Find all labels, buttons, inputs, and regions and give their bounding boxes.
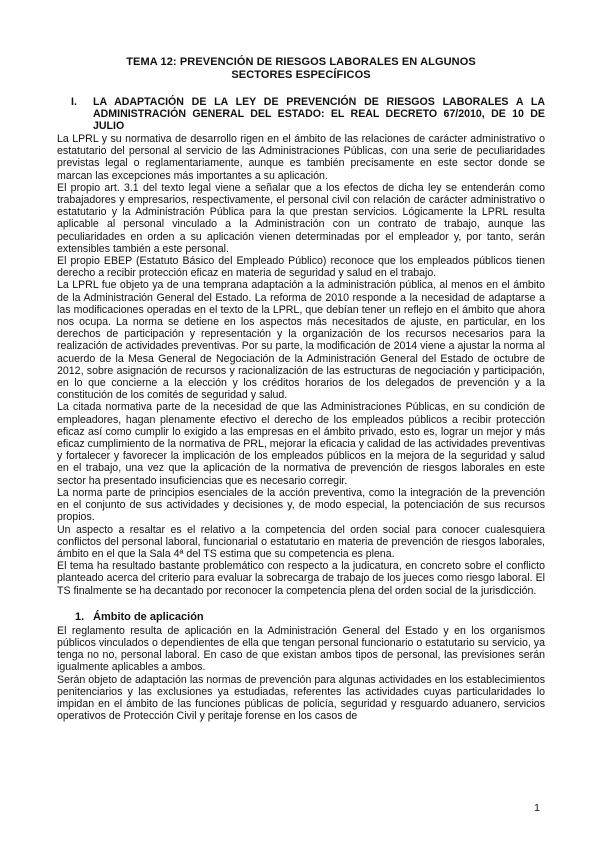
page-number: 1 bbox=[534, 802, 540, 814]
paragraph: El propio art. 3.1 del texto legal viene a señalar que a los efectos de dicha ley se entenderán como trabajadores y empresarios, respectivamente, el personal civil con relación de carácter administrativo o estatutario y la Administración Pública para la que prestan servicios. Lógicamente la LPRL resulta aplicable al personal vinculado a la Administración con un contrato de trabajo, aunque las peculiaridades en orden a su aplicación vienen determinadas por el empleador y, por tanto, serán extensibles también a este personal. bbox=[57, 181, 545, 255]
paragraph: La LPRL fue objeto ya de una temprana adaptación a la administración pública, al menos en el ámbito de la Administración General del Estado. La reforma de 2010 responde a la necesidad de adaptarse a las modificaciones operadas en el texto de la LPRL, que debían tener un reflejo en el ámbito que ahora nos ocupa. La norma se detiene en los aspectos más necesitados de ajuste, en particular, en los derechos de participación y representación y la organización de los recursos necesarios para la realización de actividades preventivas. Por su parte, la modificación de 2014 viene a ajustar la norma al acuerdo de la Mesa General de Negociación de la Administración General del Estado de octubre de 2012, sobre asignación de recursos y racionalización de las estructuras de negociación y participación, en lo que concierne a la elección y los créditos horarios de los delegados de prevención y a la constitución de los comités de seguridad y salud. bbox=[57, 279, 545, 402]
subsection-heading bbox=[57, 611, 545, 624]
document-page bbox=[57, 56, 545, 722]
paragraph: El tema ha resultado bastante problemático con respecto a la judicatura, en concreto sobre el conflicto planteado acerca del criterio para evaluar la sobrecarga de trabajo de los jueces como riesgo laboral. El TS finalmente se ha decantado por reconocer la competencia plena del orden social de la jurisdicción. bbox=[57, 560, 545, 597]
paragraph: Un aspecto a resaltar es el relativo a la competencia del orden social para conocer cualesquiera conflictos del personal laboral, funcionarial o estatutario en materia de prevención de riesgos laborales, ámbito en el que la Sala 4ª del TS estima que su competencia es plena. bbox=[57, 523, 545, 560]
paragraph: El reglamento resulta de aplicación en la Administración General del Estado y en los organismos públicos vinculados o dependientes de ella que tengan personal funcionario o estatutario su servicio, ya tenga no no, personal laboral. En caso de que existan ambos tipos de personal, las previsiones serán igualmente aplicables a ambos. bbox=[57, 624, 545, 674]
paragraph: La LPRL y su normativa de desarrollo rigen en el ámbito de las relaciones de carácter administrativo o estatutario del personal al servicio de las Administraciones Públicas, con una serie de peculiaridades previstas legal o reglamentariamente, aunque es también precisamente en este sector donde se marcan las excepciones más importantes a su aplicación. bbox=[57, 133, 545, 182]
subsection-number: 1. bbox=[75, 610, 85, 623]
section-number: I. bbox=[71, 96, 77, 108]
section-heading-text: LA ADAPTACIÓN DE LA LEY DE PREVENCIÓN DE RIESGOS LABORALES A LA ADMINISTRACIÓN GENERAL DEL ESTADO: EL REAL DECRETO 67/2010, DE 10 DE JULIO bbox=[93, 96, 545, 132]
paragraph: El propio EBEP (Estatuto Básico del Empleado Público) reconoce que los empleados públicos tienen derecho a recibir protección eficaz en materia de seguridad y salud en el trabajo. bbox=[57, 255, 545, 280]
paragraph: Serán objeto de adaptación las normas de prevención para algunas actividades en los establecimientos penitenciarios y las exclusiones ya estudiadas, referentes las actividades cuyas particularidades lo impidan en el ámbito de las funciones públicas de policía, seguridad y resguardo aduanero, servicios operativos de Protección Civil y peritaje forense en los casos de bbox=[57, 673, 545, 723]
paragraph: La citada normativa parte de la necesidad de que las Administraciones Públicas, en su condición de empleadores, hagan plenamente efectivo el derecho de los empleados públicos a recibir protección eficaz así como cumplir lo exigido a las empresas en el ámbito privado, esto es, lograr un mejor y más eficaz cumplimiento de la normativa de PRL, mejorar la eficacia y calidad de las actividades preventivas y fortalecer y favorecer la implicación de los empleados públicos en la mejora de la seguridad y salud en el trabajo, una vez que la aplicación de la normativa de prevención de riesgos laborales en este sector ha presentado insuficiencias que es necesario corregir. bbox=[57, 401, 545, 487]
section-heading bbox=[57, 96, 545, 132]
document-title: TEMA 12: PREVENCIÓN DE RIESGOS LABORALES EN ALGUNOS SECTORES ESPECÍFICOS bbox=[126, 56, 476, 81]
subsection-heading-text: Ámbito de aplicación bbox=[93, 610, 204, 623]
paragraph: La norma parte de principios esenciales de la acción preventiva, como la integración de la prevención en el conjunto de sus actividades y decisiones y, de modo especial, la potenciación de sus recursos propios. bbox=[57, 486, 545, 524]
